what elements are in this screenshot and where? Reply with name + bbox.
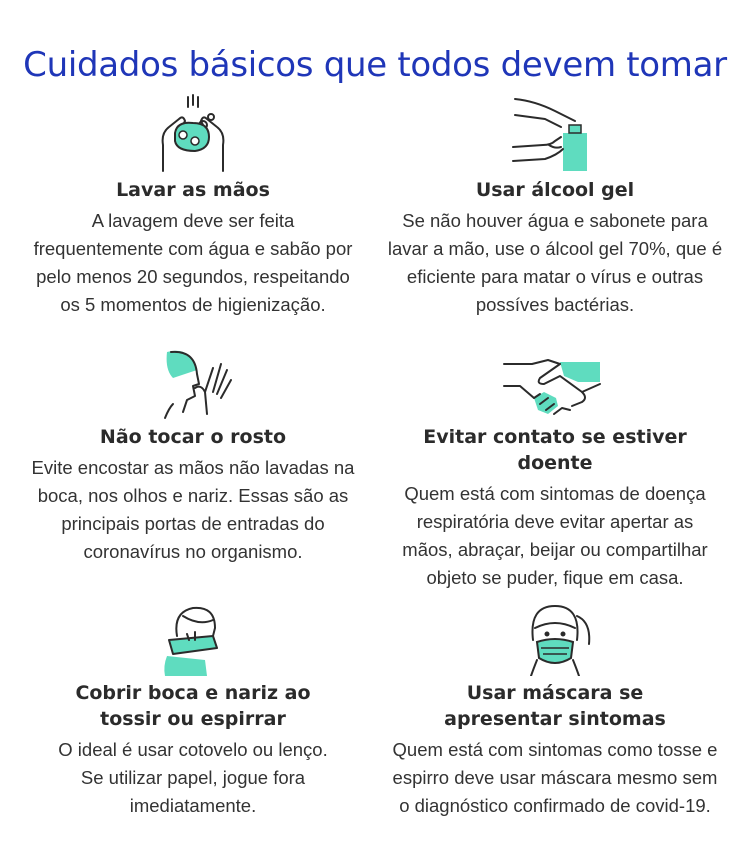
hand-sanitizer-icon (505, 93, 605, 173)
card-alcohol-gel (385, 93, 725, 319)
page-title: Cuidados básicos que todos devem tomar (23, 44, 727, 85)
card-title: Usar máscara se apresentar sintomas (444, 682, 666, 730)
card-text: A lavagem deve ser feita frequentemente com água e sabão por pelo menos 20 segundos, respeitando os 5 momentos de higienização. (33, 210, 353, 315)
washing-hands-icon (143, 93, 243, 173)
handshake-icon (500, 348, 610, 420)
card-cover-cough (23, 600, 363, 820)
card-text: Evite encostar as mãos não lavadas na boca, nos olhos e nariz. Essas são as principais portas de entradas do coronavírus no organismo. (31, 457, 355, 562)
card-wear-mask (385, 600, 725, 820)
card-title: Usar álcool gel (475, 179, 635, 201)
card-title: Cobrir boca e nariz ao tossir ou espirrar (75, 682, 311, 730)
card-wash-hands (23, 93, 363, 319)
card-text: Quem está com sintomas como tosse e espirro deve usar máscara mesmo sem o diagnóstico confirmado de covid-19. (392, 739, 718, 816)
card-text: O ideal é usar cotovelo ou lenço. Se utilizar papel, jogue fora imediatamente. (58, 739, 328, 816)
face-mask-icon (505, 600, 605, 676)
card-title: Evitar contato se estiver doente (423, 426, 687, 474)
face-touch-icon (143, 348, 243, 420)
card-text: Se não houver água e sabonete para lavar a mão, use o álcool gel 70%, que é eficiente para matar o vírus e outras possíves bactérias. (387, 210, 723, 315)
card-avoid-contact (385, 348, 725, 592)
card-title: Lavar as mãos (116, 179, 270, 201)
card-title: Não tocar o rosto (99, 426, 287, 448)
card-text: Quem está com sintomas de doença respiratória deve evitar apertar as mãos, abraçar, beijar ou compartilhar objeto se puder, fique em casa. (402, 483, 708, 588)
cough-elbow-icon (143, 600, 243, 676)
card-no-touch-face (23, 348, 363, 566)
